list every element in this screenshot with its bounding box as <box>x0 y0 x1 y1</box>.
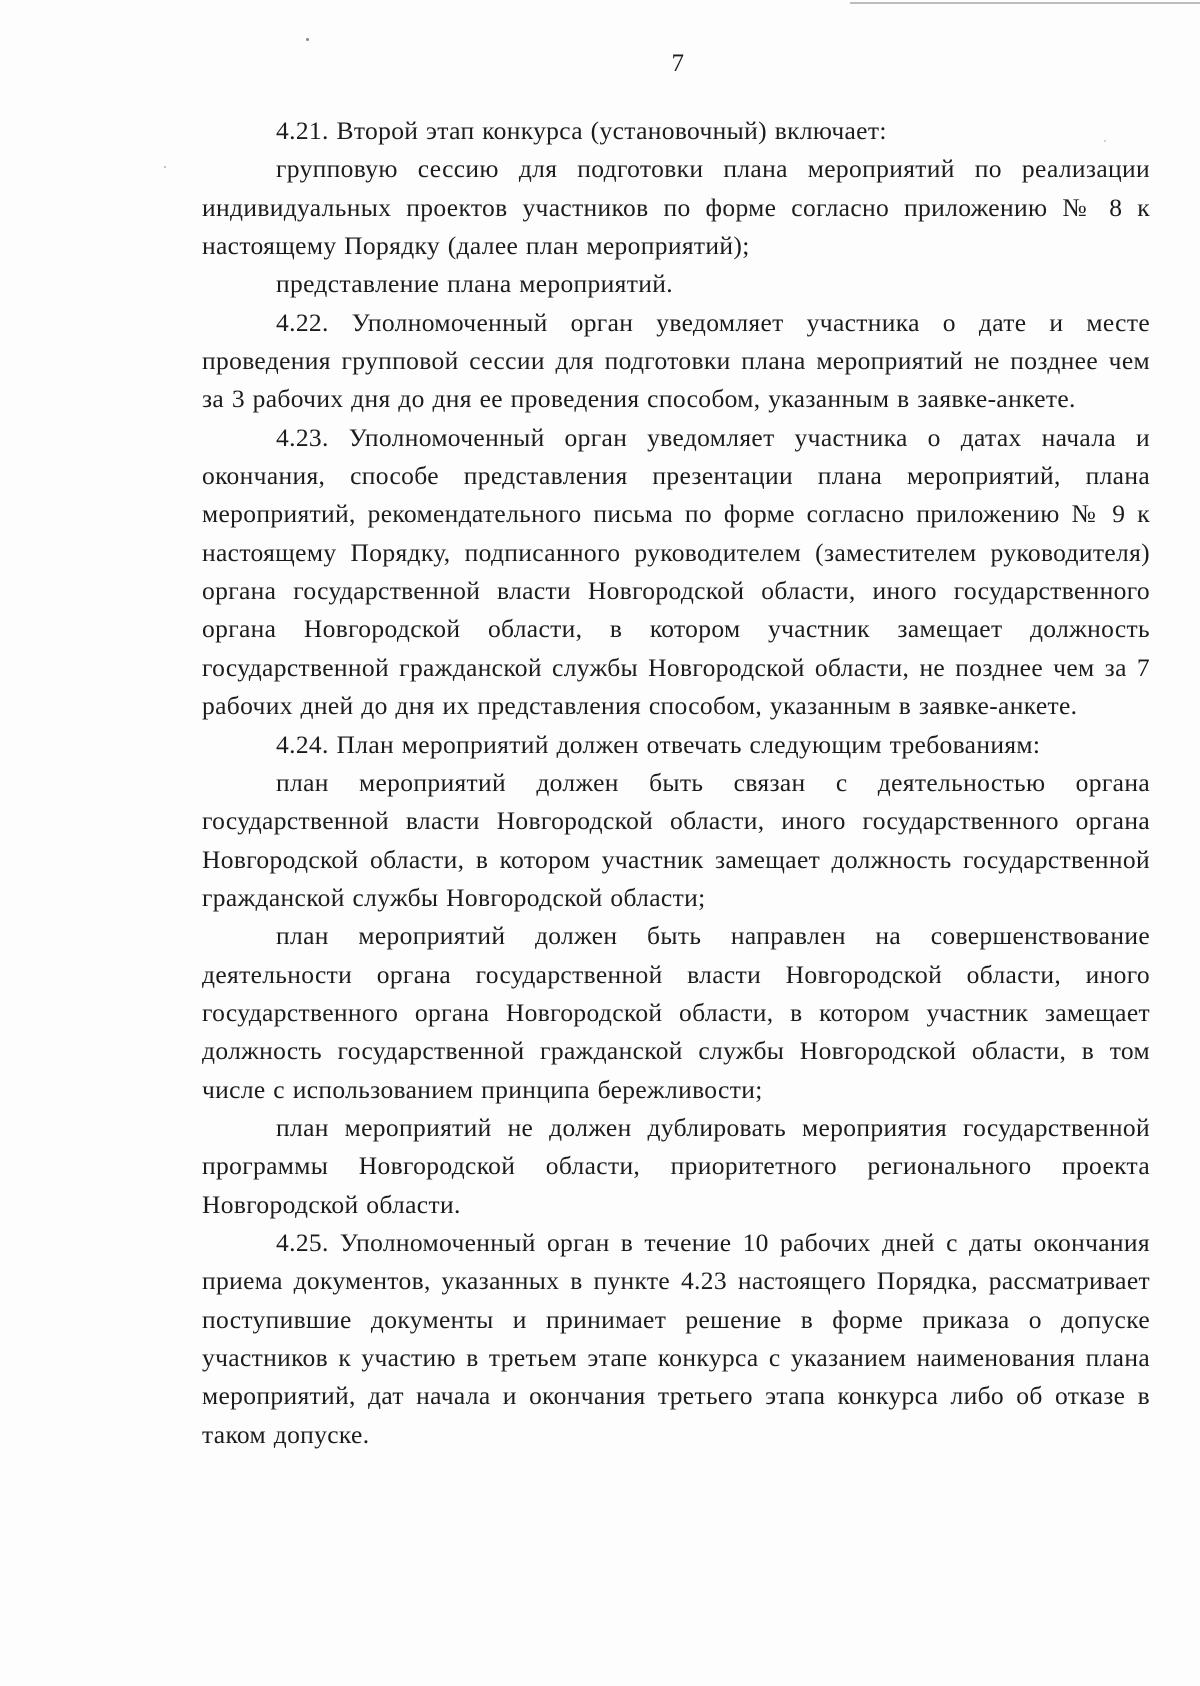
paragraph-4-23: 4.23. Уполномоченный орган уведомляет участника о датах начала и окончания, способе представления презентации плана мероприятий, плана мероприятий, рекомендательного письма по форме согласно приложению № 9 к настоящему Порядку, подписанного руководителем (заместителем руководителя) органа государственной власти Новгородской области, иного государственного органа Новгородской области, в котором участник замещает должность государственной гражданской службы Новгородской области, не позднее чем за 7 рабочих дней до дня их представления способом, указанным в заявке-анкете. <box>202 422 1150 721</box>
paragraph-requirement-2: план мероприятий должен быть направлен на совершенствование деятельности органа государственной власти Новгородской области, иного государственного органа Новгородской области, в котором участник замещает должность государственной гражданской службы Новгородской области, в том числе с использованием принципа бережливости; <box>202 921 1150 1104</box>
paragraph-requirement-1: план мероприятий должен быть связан с деятельностью органа государственной власти Новгородской области, иного государственного органа Новгородской области, в котором участник замещает должность государственной гражданской службы Новгородской области; <box>202 767 1150 912</box>
scan-speck <box>164 166 166 168</box>
paragraph-group-session: групповую сессию для подготовки плана мероприятий по реализации индивидуальных проектов участников по форме согласно приложению № 8 к настоящему Порядку (далее план мероприятий); <box>202 154 1150 261</box>
paragraph-4-24: 4.24. План мероприятий должен отвечать следующим требованиям: <box>276 729 1041 759</box>
paragraph-4-22: 4.22. Уполномоченный орган уведомляет участника о дате и месте проведения групповой сессии для подготовки плана мероприятий не позднее чем за 3 рабочих дня до дня ее проведения способом, указанным в заявке-анкете. <box>202 307 1150 414</box>
document-body <box>202 112 1150 1454</box>
paragraph-plan-presentation: представление плана мероприятий. <box>276 269 673 299</box>
paragraph-requirement-3: план мероприятий не должен дублировать мероприятия государственной программы Новгородской области, приоритетного регионального проекта Новгородской области. <box>202 1112 1150 1219</box>
page-number: 7 <box>671 50 685 77</box>
paragraph-4-21: 4.21. Второй этап конкурса (установочный) включает: <box>276 116 887 145</box>
scan-speck <box>306 38 309 41</box>
scan-edge-line <box>850 2 1200 4</box>
paragraph-4-25: 4.25. Уполномоченный орган в течение 10 рабочих дней с даты окончания приема документов, указанных в пункте 4.23 настоящего Порядка, рассматривает поступившие документы и принимает решение в форме приказа о допуске участников к участию в третьем этапе конкурса с указанием наименования плана мероприятий, дат начала и окончания третьего этапа конкурса либо об отказе в таком допуске. <box>202 1227 1150 1449</box>
